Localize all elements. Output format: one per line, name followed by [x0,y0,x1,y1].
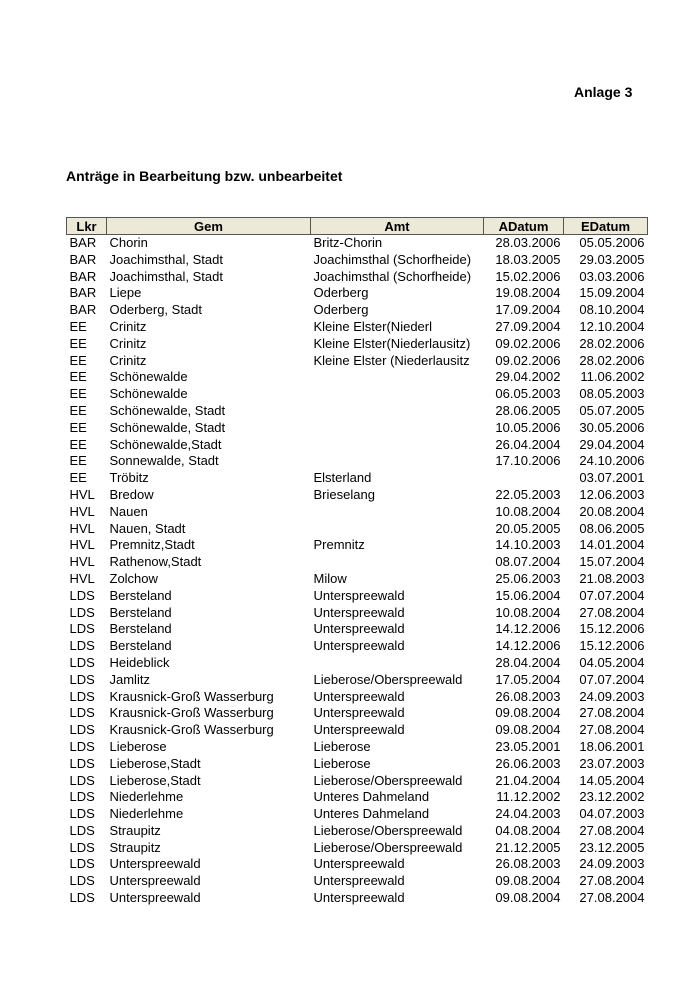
cell-lkr: LDS [69,789,95,805]
cell-adatum: 28.03.2006 [495,235,561,250]
cell-lkr: HVL [69,537,95,553]
cell-gem: Schönewalde [109,369,188,385]
cell-amt: Milow [313,570,347,586]
cell-gem: Joachimsthal, Stadt [109,268,223,284]
table-row [67,806,648,823]
cell-edatum: 23.12.2002 [579,789,645,805]
cell-adatum: 15.06.2004 [495,587,561,603]
cell-adatum: 21.12.2005 [495,839,561,855]
cell-edatum: 12.10.2004 [579,318,645,334]
cell-lkr: EE [69,352,87,368]
cell-gem: Bersteland [109,604,172,620]
cell-amt: Unterspreewald [313,705,405,721]
cell-amt [311,403,484,420]
cell-gem: Rathenow,Stadt [109,554,202,570]
cell-lkr: LDS [69,604,95,620]
cell-adatum: 14.12.2006 [495,621,561,637]
column-header-lkr: Lkr [67,218,107,235]
cell-lkr: EE [69,470,87,486]
cell-amt: Unterspreewald [313,604,405,620]
table-row [67,722,648,739]
cell-gem: Chorin [109,235,148,250]
table-row [67,470,648,487]
column-header-edatum: EDatum [564,218,648,235]
cell-gem: Jamlitz [109,671,150,687]
cell-lkr: LDS [69,873,95,889]
cell-edatum: 20.08.2004 [579,503,645,519]
cell-lkr: LDS [69,738,95,754]
cell-gem: Unterspreewald [109,890,201,906]
table-row [67,689,648,706]
cell-amt: Unterspreewald [313,890,405,906]
cell-lkr: EE [69,335,87,351]
cell-gem: Schönewalde, Stadt [109,402,226,418]
cell-gem: Oderberg, Stadt [109,302,202,318]
cell-gem: Krausnick-Groß Wasserburg [109,722,274,738]
cell-amt: Lieberose/Oberspreewald [313,822,463,838]
attachment-label: Anlage 3 [574,84,633,100]
cell-amt: Brieselang [313,486,375,502]
cell-edatum: 29.03.2005 [579,251,645,267]
cell-adatum: 18.03.2005 [495,251,561,267]
cell-edatum: 07.07.2004 [579,671,645,687]
cell-amt: Lieberose [313,755,371,771]
cell-edatum: 21.08.2003 [579,570,645,586]
cell-adatum: 22.05.2003 [495,486,561,502]
cell-lkr: EE [69,436,87,452]
cell-lkr: LDS [69,856,95,872]
cell-edatum: 08.05.2003 [579,386,645,402]
cell-gem: Crinitz [109,352,147,368]
cell-amt: Lieberose/Oberspreewald [313,671,463,687]
table-row [67,235,648,252]
cell-edatum: 27.08.2004 [579,890,645,906]
table-row [67,672,648,689]
cell-adatum: 27.09.2004 [495,318,561,334]
cell-edatum: 30.05.2006 [579,419,645,435]
cell-adatum: 26.08.2003 [495,688,561,704]
cell-gem: Joachimsthal, Stadt [109,251,223,267]
cell-adatum: 10.05.2006 [495,419,561,435]
table-row [67,403,648,420]
cell-edatum: 04.05.2004 [579,654,645,670]
cell-edatum: 27.08.2004 [579,873,645,889]
cell-gem: Lieberose,Stadt [109,755,201,771]
table-row [67,285,648,302]
cell-lkr: HVL [69,570,95,586]
table-row [67,302,648,319]
cell-gem: Crinitz [109,318,147,334]
cell-edatum: 08.06.2005 [579,520,645,536]
cell-edatum: 28.02.2006 [579,335,645,351]
cell-lkr: EE [69,369,87,385]
cell-gem: Sonnewalde, Stadt [109,453,219,469]
table-row [67,789,648,806]
cell-gem: Straupitz [109,839,161,855]
cell-edatum: 23.07.2003 [579,755,645,771]
cell-lkr: LDS [69,638,95,654]
table-row [67,605,648,622]
cell-amt: Lieberose/Oberspreewald [313,772,463,788]
table-row [67,252,648,269]
cell-gem: Niederlehme [109,789,184,805]
table-row [67,840,648,857]
cell-gem: Premnitz,Stadt [109,537,195,553]
cell-amt: Lieberose [313,738,371,754]
cell-amt [311,453,484,470]
table-row [67,420,648,437]
cell-amt: Elsterland [313,470,372,486]
cell-adatum: 09.08.2004 [495,890,561,906]
cell-adatum: 26.06.2003 [495,755,561,771]
cell-gem: Niederlehme [109,806,184,822]
cell-amt: Kleine Elster(Niederl [313,318,432,334]
cell-adatum: 26.08.2003 [495,856,561,872]
cell-edatum: 12.06.2003 [579,486,645,502]
cell-edatum: 29.04.2004 [579,436,645,452]
cell-lkr: LDS [69,806,95,822]
cell-lkr: HVL [69,486,95,502]
cell-lkr: EE [69,386,87,402]
cell-gem: Lieberose [109,738,167,754]
cell-edatum: 14.05.2004 [579,772,645,788]
cell-lkr: BAR [69,251,97,267]
cell-adatum: 28.06.2005 [495,402,561,418]
cell-gem: Schönewalde, Stadt [109,419,226,435]
cell-adatum: 17.10.2006 [495,453,561,469]
cell-adatum: 14.12.2006 [495,638,561,654]
cell-lkr: HVL [69,554,95,570]
cell-amt: Britz-Chorin [313,235,383,250]
page-heading: Anträge in Bearbeitung bzw. unbearbeitet [66,168,343,184]
cell-edatum: 15.12.2006 [579,621,645,637]
cell-amt: Oderberg [313,285,369,301]
table-row [67,269,648,286]
cell-edatum: 03.03.2006 [579,268,645,284]
cell-edatum: 27.08.2004 [579,604,645,620]
cell-lkr: LDS [69,671,95,687]
cell-lkr: LDS [69,654,95,670]
table-row [67,655,648,672]
cell-gem: Bersteland [109,621,172,637]
cell-edatum: 15.12.2006 [579,638,645,654]
cell-gem: Bersteland [109,638,172,654]
table-row [67,823,648,840]
cell-edatum: 24.09.2003 [579,688,645,704]
table-body [67,235,648,907]
cell-gem: Unterspreewald [109,856,201,872]
table-row [67,705,648,722]
cell-adatum: 15.02.2006 [495,268,561,284]
cell-amt [311,420,484,437]
cell-edatum: 11.06.2002 [580,369,645,385]
table-row [67,487,648,504]
table-row [67,369,648,386]
table-row [67,537,648,554]
cell-adatum: 23.05.2001 [495,738,561,754]
table-row [67,621,648,638]
cell-edatum: 15.09.2004 [579,285,645,301]
cell-gem: Schönewalde,Stadt [109,436,222,452]
cell-adatum: 06.05.2003 [495,386,561,402]
cell-lkr: EE [69,453,87,469]
cell-gem: Liepe [109,285,142,301]
cell-edatum: 05.05.2006 [579,235,645,250]
cell-adatum: 20.05.2005 [495,520,561,536]
cell-gem: Krausnick-Groß Wasserburg [109,705,274,721]
cell-amt: Joachimsthal (Schorfheide) [313,268,472,284]
cell-adatum: 10.08.2004 [495,604,561,620]
table-row [67,554,648,571]
cell-lkr: BAR [69,302,97,318]
cell-gem: Krausnick-Groß Wasserburg [109,688,274,704]
cell-amt: Unteres Dahmeland [313,806,430,822]
cell-edatum: 28.02.2006 [579,352,645,368]
cell-amt: Unterspreewald [313,688,405,704]
cell-amt: Unterspreewald [313,587,405,603]
cell-gem: Lieberose,Stadt [109,772,201,788]
table-row [67,571,648,588]
cell-amt: Unterspreewald [313,856,405,872]
cell-edatum: 07.07.2004 [579,587,645,603]
table-row [67,638,648,655]
cell-edatum: 27.08.2004 [579,722,645,738]
cell-amt: Lieberose/Oberspreewald [313,839,463,855]
cell-adatum: 29.04.2002 [495,369,561,385]
cell-edatum: 05.07.2005 [579,402,645,418]
cell-edatum: 04.07.2003 [579,806,645,822]
table-row [67,504,648,521]
cell-amt: Unterspreewald [313,621,405,637]
table-row [67,386,648,403]
cell-lkr: EE [69,419,87,435]
cell-gem: Heideblick [109,654,170,670]
cell-gem: Bredow [109,486,154,502]
table-row [67,890,648,907]
applications-table [66,217,648,907]
cell-lkr: LDS [69,621,95,637]
cell-adatum: 09.02.2006 [495,335,561,351]
cell-amt: Oderberg [313,302,369,318]
cell-gem: Tröbitz [109,470,149,486]
cell-adatum: 17.05.2004 [495,671,561,687]
table-row [67,588,648,605]
cell-lkr: LDS [69,722,95,738]
cell-gem: Nauen [109,503,148,519]
cell-edatum: 27.08.2004 [579,705,645,721]
cell-edatum: 08.10.2004 [579,302,645,318]
cell-adatum: 09.08.2004 [495,705,561,721]
cell-edatum: 24.10.2006 [579,453,645,469]
cell-amt [311,655,484,672]
cell-adatum: 19.08.2004 [495,285,561,301]
table-row [67,856,648,873]
cell-adatum: 17.09.2004 [495,302,561,318]
table-row [67,353,648,370]
cell-amt: Kleine Elster(Niederlausitz) [313,335,471,351]
cell-adatum: 25.06.2003 [495,570,561,586]
cell-adatum [484,470,564,487]
table-header-row [67,218,648,235]
cell-lkr: LDS [69,688,95,704]
cell-adatum: 28.04.2004 [495,654,561,670]
cell-amt: Premnitz [313,537,365,553]
cell-amt: Unterspreewald [313,873,405,889]
cell-lkr: BAR [69,235,97,250]
table-row [67,453,648,470]
cell-edatum: 15.07.2004 [579,554,645,570]
cell-lkr: EE [69,402,87,418]
cell-amt [311,504,484,521]
table-row [67,756,648,773]
cell-amt: Kleine Elster (Niederlausitz [313,352,470,368]
cell-gem: Zolchow [109,570,158,586]
table-row [67,873,648,890]
cell-adatum: 14.10.2003 [495,537,561,553]
table-row [67,319,648,336]
cell-lkr: BAR [69,268,97,284]
cell-edatum: 18.06.2001 [579,738,645,754]
cell-edatum: 14.01.2004 [579,537,645,553]
cell-lkr: HVL [69,520,95,536]
cell-edatum: 03.07.2001 [579,470,645,486]
table-row [67,773,648,790]
table-row [67,739,648,756]
cell-lkr: LDS [69,822,95,838]
cell-lkr: LDS [69,839,95,855]
cell-amt: Unteres Dahmeland [313,789,430,805]
cell-gem: Schönewalde [109,386,188,402]
cell-adatum: 24.04.2003 [495,806,561,822]
cell-lkr: EE [69,318,87,334]
cell-adatum: 11.12.2002 [496,789,561,805]
cell-amt: Joachimsthal (Schorfheide) [313,251,472,267]
cell-lkr: LDS [69,755,95,771]
cell-gem: Unterspreewald [109,873,201,889]
cell-lkr: LDS [69,772,95,788]
cell-adatum: 10.08.2004 [495,503,561,519]
cell-amt [311,386,484,403]
cell-edatum: 27.08.2004 [579,822,645,838]
cell-lkr: HVL [69,503,95,519]
table-row [67,336,648,353]
cell-amt [311,554,484,571]
cell-amt: Unterspreewald [313,722,405,738]
column-header-adatum: ADatum [484,218,564,235]
cell-lkr: LDS [69,705,95,721]
table-row [67,437,648,454]
cell-edatum: 23.12.2005 [579,839,645,855]
cell-amt [311,369,484,386]
cell-gem: Nauen, Stadt [109,520,186,536]
column-header-amt: Amt [311,218,484,235]
cell-adatum: 26.04.2004 [495,436,561,452]
cell-edatum: 24.09.2003 [579,856,645,872]
cell-adatum: 09.02.2006 [495,352,561,368]
cell-amt [311,437,484,454]
cell-lkr: BAR [69,285,97,301]
cell-adatum: 04.08.2004 [495,822,561,838]
cell-lkr: LDS [69,587,95,603]
cell-amt [311,521,484,538]
table-row [67,521,648,538]
column-header-gem: Gem [107,218,311,235]
cell-adatum: 08.07.2004 [495,554,561,570]
cell-gem: Crinitz [109,335,147,351]
cell-lkr: LDS [69,890,95,906]
cell-adatum: 09.08.2004 [495,722,561,738]
cell-adatum: 21.04.2004 [495,772,561,788]
cell-amt: Unterspreewald [313,638,405,654]
cell-adatum: 09.08.2004 [495,873,561,889]
cell-gem: Bersteland [109,587,172,603]
cell-gem: Straupitz [109,822,161,838]
